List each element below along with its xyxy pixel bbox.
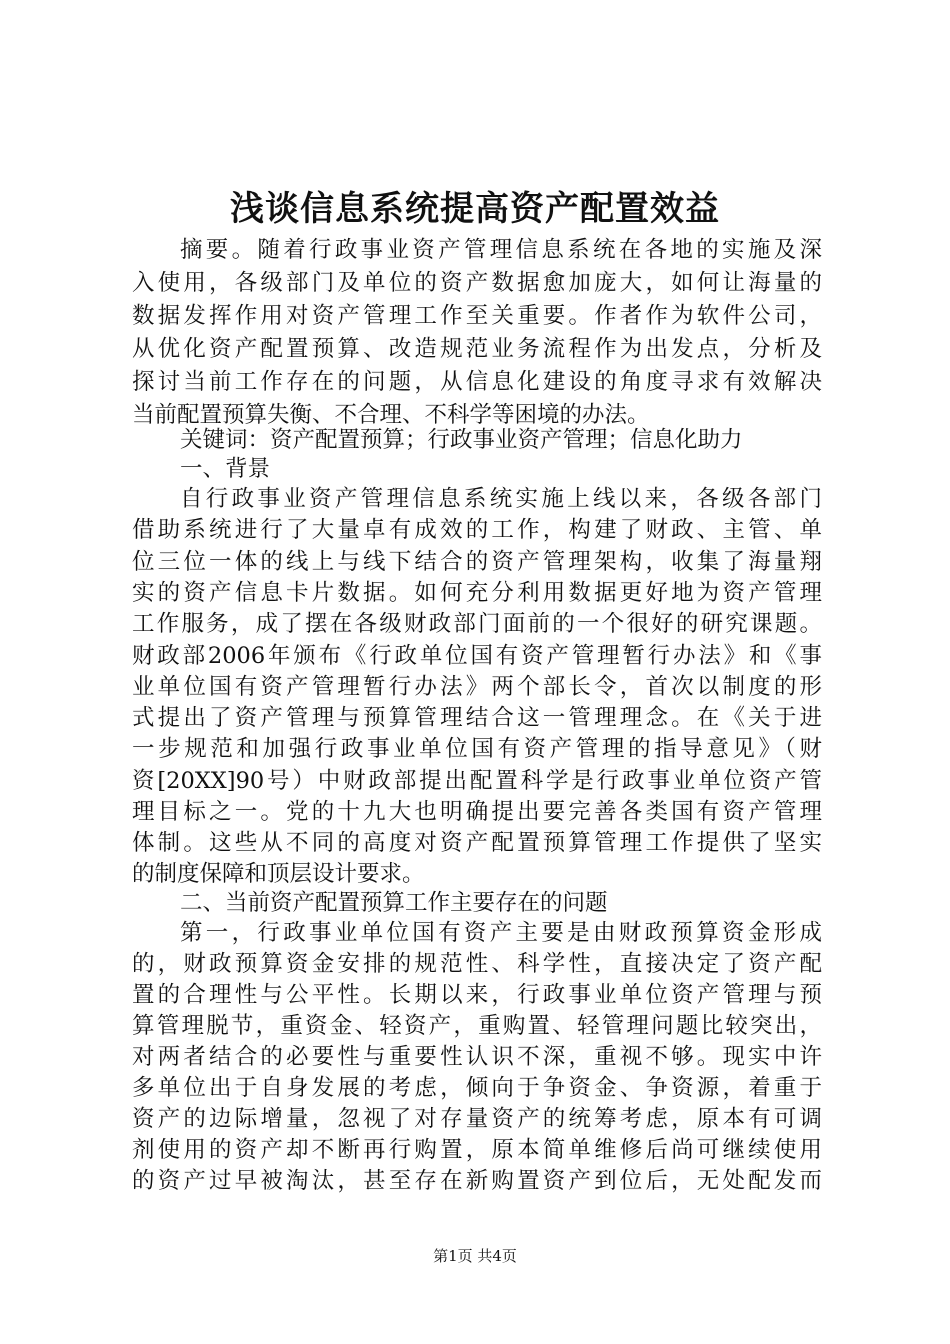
- paragraph-line: 的制度保障和顶层设计要求。: [132, 861, 425, 887]
- paragraph-line: 剂使用的资产却不断再行购置，原本简单维修后尚可继续使用: [132, 1137, 822, 1163]
- abstract-line: 从优化资产配置预算、改造规范业务流程作为出发点，分析及: [132, 336, 822, 362]
- paragraph-line: 式提出了资产管理与预算管理结合这一管理理念。在《关于进: [132, 705, 822, 731]
- paragraph-line: 借助系统进行了大量卓有成效的工作，构建了财政、主管、单: [132, 517, 822, 543]
- paragraph-line: 对两者结合的必要性与重要性认识不深，重视不够。现实中许: [132, 1044, 822, 1070]
- paragraph-line: 理目标之一。党的十九大也明确提出要完善各类国有资产管理: [132, 799, 822, 825]
- paragraph-line: 位三位一体的线上与线下结合的资产管理架构，收集了海量翔: [132, 549, 822, 575]
- paragraph-line: 一步规范和加强行政事业单位国有资产管理的指导意见》（财: [132, 736, 822, 762]
- document-title: 浅谈信息系统提高资产配置效益: [230, 189, 720, 229]
- abstract-line: 入使用，各级部门及单位的资产数据愈加庞大，如何让海量的: [132, 270, 822, 296]
- section-heading-problems: 二、当前资产配置预算工作主要存在的问题: [180, 890, 608, 916]
- paragraph-line: 业单位国有资产管理暂行办法》两个部长令，首次以制度的形: [132, 674, 822, 700]
- paragraph-line: 置的合理性与公平性。长期以来，行政事业单位资产管理与预: [132, 982, 822, 1008]
- page-number: 第1页 共4页: [433, 1247, 517, 1265]
- paragraph-line: 第一，行政事业单位国有资产主要是由财政预算资金形成: [180, 920, 822, 946]
- abstract-line: 当前配置预算失衡、不合理、不科学等困境的办法。: [132, 402, 650, 428]
- paragraph-line: 财政部2006年颁布《行政单位国有资产管理暂行办法》和《事: [132, 643, 822, 669]
- paragraph-line: 的，财政预算资金安排的规范性、科学性，直接决定了资产配: [132, 951, 822, 977]
- paragraph-line: 算管理脱节，重资金、轻资产，重购置、轻管理问题比较突出，: [132, 1013, 822, 1039]
- abstract-line: 摘要。随着行政事业资产管理信息系统在各地的实施及深: [180, 237, 822, 263]
- paragraph-line: 多单位出于自身发展的考虑，倾向于争资金、争资源，着重于: [132, 1075, 822, 1101]
- paragraph-line: 实的资产信息卡片数据。如何充分利用数据更好地为资产管理: [132, 580, 822, 606]
- paragraph-line: 工作服务，成了摆在各级财政部门面前的一个很好的研究课题。: [132, 611, 822, 637]
- abstract-line: 数据发挥作用对资产管理工作至关重要。作者作为软件公司，: [132, 303, 822, 329]
- paragraph-line: 的资产过早被淘汰，甚至存在新购置资产到位后，无处配发而: [132, 1168, 822, 1194]
- abstract-line: 探讨当前工作存在的问题，从信息化建设的角度寻求有效解决: [132, 369, 822, 395]
- paragraph-line: 资[20XX]90号）中财政部提出配置科学是行政事业单位资产管: [132, 768, 822, 794]
- section-heading-background: 一、背景: [180, 456, 271, 482]
- paragraph-line: 体制。这些从不同的高度对资产配置预算管理工作提供了坚实: [132, 830, 822, 856]
- paragraph-line: 资产的边际增量，忽视了对存量资产的统筹考虑，原本有可调: [132, 1106, 822, 1132]
- paragraph-line: 自行政事业资产管理信息系统实施上线以来，各级各部门: [180, 486, 822, 512]
- keywords-line: 关键词：资产配置预算；行政事业资产管理；信息化助力: [180, 427, 743, 453]
